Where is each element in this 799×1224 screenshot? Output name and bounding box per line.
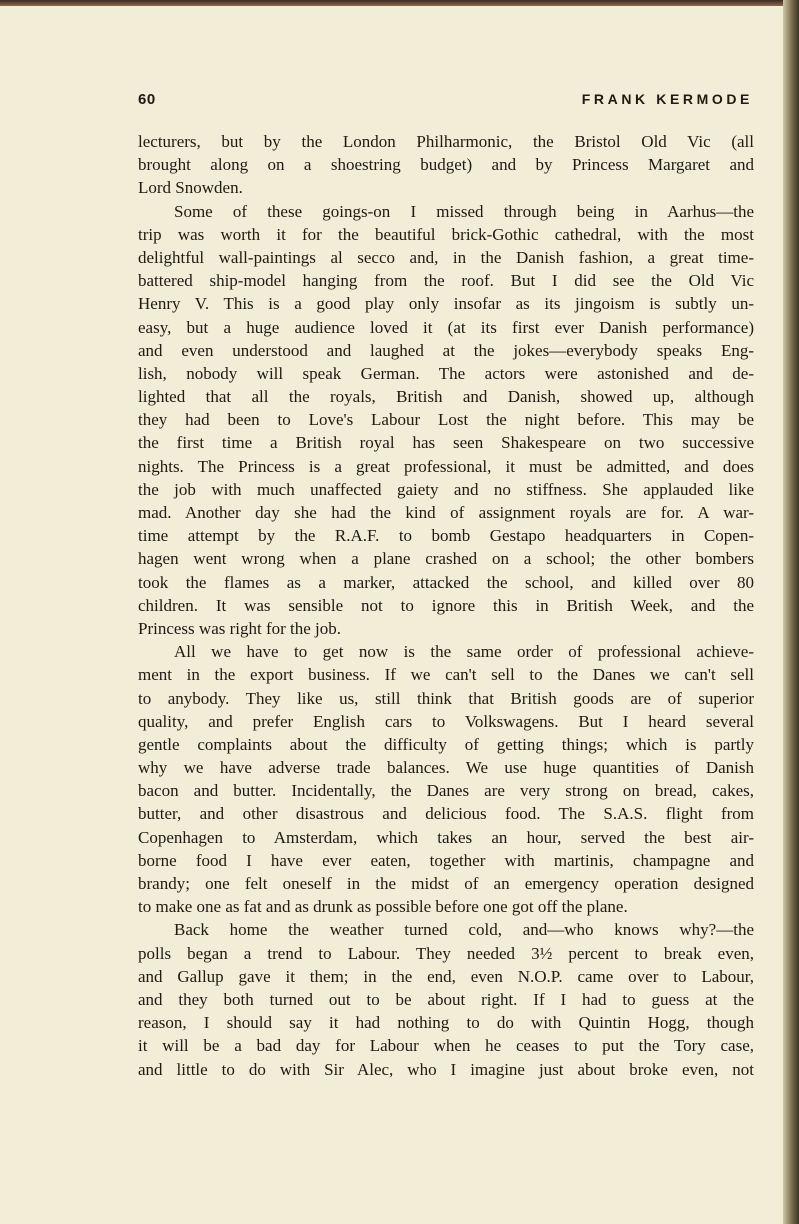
text-line: and Gallup gave it them; in the end, even N.O.P. came over to Labour,: [138, 966, 754, 986]
text-line: lighted that all the royals, British and Danish, showed up, although: [138, 387, 754, 407]
text-line: borne food I have ever eaten, together with martinis, champagne and: [138, 850, 754, 870]
text-line: and even understood and laughed at the jokes—everybody speaks Eng-: [138, 340, 754, 360]
text-line: took the flames as a marker, attacked the school, and killed over 80: [138, 572, 754, 592]
text-line: brought along on a shoestring budget) and by Princess Margaret and: [138, 155, 754, 175]
page-edge: [783, 0, 799, 1224]
text-line: Henry V. This is a good play only insofar as its jingoism is subtly un-: [138, 294, 754, 314]
text-line: Back home the weather turned cold, and—who knows why?—the: [174, 920, 754, 940]
text-line: and little to do with Sir Alec, who I imagine just about broke even, not: [138, 1059, 754, 1079]
text-line: Princess was right for the job.: [138, 618, 342, 638]
text-line: the first time a British royal has seen Shakespeare on two successive: [138, 433, 754, 453]
body-text: [138, 130, 754, 1081]
text-line: butter, and other disastrous and delicious food. The S.A.S. flight from: [138, 804, 754, 824]
text-line: polls began a trend to Labour. They needed 3½ percent to break even,: [138, 943, 754, 963]
text-line: ment in the export business. If we can't sell to the Danes we can't sell: [138, 665, 754, 685]
text-line: quality, and prefer English cars to Volkswagens. But I heard several: [138, 711, 754, 731]
page-header: [138, 91, 753, 113]
text-line: lish, nobody will speak German. The actors were astonished and de-: [138, 363, 754, 383]
text-line: children. It was sensible not to ignore this in British Week, and the: [138, 595, 754, 615]
text-line: time attempt by the R.A.F. to bomb Gestapo headquarters in Copen-: [138, 526, 754, 546]
text-line: trip was worth it for the beautiful brick-Gothic cathedral, with the most: [138, 224, 754, 244]
text-line: the job with much unaffected gaiety and no stiffness. She applauded like: [138, 479, 754, 499]
text-line: Some of these goings-on I missed through being in Aarhus—the: [174, 201, 754, 221]
text-line: battered ship-model hanging from the roof. But I did see the Old Vic: [138, 271, 754, 291]
text-line: why we have adverse trade balances. We use huge quantities of Danish: [138, 758, 754, 778]
text-line: gentle complaints about the difficulty of getting things; which is partly: [138, 734, 754, 754]
text-line: to make one as fat and as drunk as possible before one got off the plane.: [138, 897, 628, 917]
text-line: reason, I should say it had nothing to do with Quintin Hogg, though: [138, 1013, 754, 1033]
text-line: Copenhagen to Amsterdam, which takes an hour, served the best air-: [138, 827, 754, 847]
text-line: All we have to get now is the same order of professional achieve-: [174, 642, 754, 662]
text-line: it will be a bad day for Labour when he ceases to put the Tory case,: [138, 1036, 754, 1056]
text-line: Lord Snowden.: [138, 178, 243, 198]
text-line: delightful wall-paintings al secco and, in the Danish fashion, a great time-: [138, 247, 754, 267]
text-line: and they both turned out to be about right. If I had to guess at the: [138, 989, 754, 1009]
page-number: 60: [138, 91, 156, 108]
text-line: easy, but a huge audience loved it (at its first ever Danish performance): [138, 317, 754, 337]
text-line: they had been to Love's Labour Lost the night before. This may be: [138, 410, 754, 430]
text-line: hagen went wrong when a plane crashed on a school; the other bombers: [138, 549, 754, 569]
text-line: nights. The Princess is a great professional, it must be admitted, and does: [138, 456, 754, 476]
text-line: to anybody. They like us, still think that British goods are of superior: [138, 688, 754, 708]
text-line: brandy; one felt oneself in the midst of an emergency operation designed: [138, 874, 754, 893]
running-head: FRANK KERMODE: [581, 91, 753, 107]
text-line: bacon and butter. Incidentally, the Danes are very strong on bread, cakes,: [138, 781, 754, 801]
text-line: mad. Another day she had the kind of assignment royals are for. A war-: [138, 503, 754, 522]
text-line: lecturers, but by the London Philharmonic, the Bristol Old Vic (all: [138, 132, 754, 151]
